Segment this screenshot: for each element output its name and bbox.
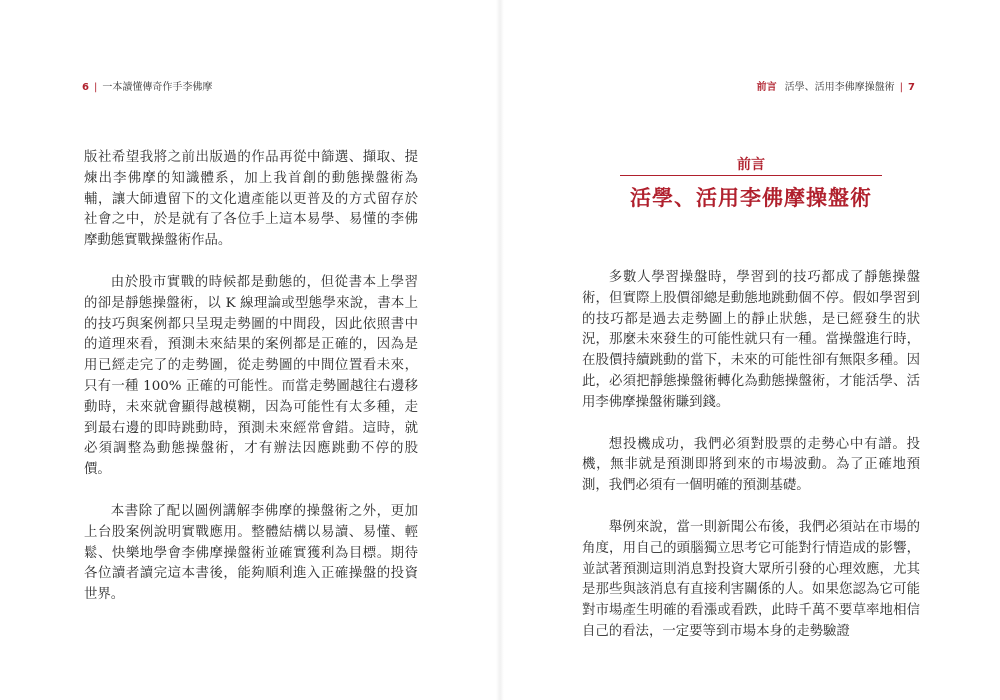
header-divider: | [93,82,98,93]
right-chapter-head: 活學、活用李佛摩操盤術 [784,82,895,93]
chapter-divider [620,175,882,176]
header-divider: | [899,82,904,93]
left-book-title: 一本讀懂傳奇作手李佛摩 [102,82,213,93]
left-page-number: 6 [82,82,89,93]
chapter-title: 活學、活用李佛摩操盤術 [630,185,872,210]
right-running-head [757,78,915,93]
chapter-label: 前言 [737,157,765,173]
right-paragraph: 想投機成功，我們必須對股票的走勢心中有譜。投機，無非就是預測即將到來的市場波動。為了正確地預測，我們必須有一個明確的預測基礎。 [582,436,920,494]
left-running-head [82,78,212,93]
left-paragraph: 由於股市實戰的時候都是動態的，但從書本上學習的卻是靜態操盤術，以 K 線理論或型態學來說，書本上的技巧與案例都只呈現走勢圖的中間段，因此依照書中的道理來看，預測未來結果的案例都是正確的，因為是用已經走完了的走勢圖，從走勢圖的中間位置看未來，只有一種 100% 正確的可能性。而當走勢圖越往右邊移動時，未來就會顯得越模糊，因為可能性有太多種，走到最右邊的即時跳動時，預測未來經常會錯。這時，就必須調整為動態操盤術，才有辦法因應跳動不停的股價。 [84,274,418,478]
left-body-text [84,148,418,627]
right-section-label: 前言 [756,82,777,93]
left-paragraph: 版社希望我將之前出版過的作品再從中篩選、擷取、提煉出李佛摩的知識體系，加上我首創的動態操盤術為輔，讓大師遺留下的文化遺產能以更普及的方式留存於社會之中，於是就有了各位手上這本易學、易懂的李佛摩動態實戰操盤術作品。 [84,150,418,249]
right-paragraph: 多數人學習操盤時，學習到的技巧都成了靜態操盤術，但實際上股價卻總是動態地跳動個不停。假如學習到的技巧都是過去走勢圖上的靜止狀態，是已經發生的狀況，那麼未來發生的可能性就只有一種。當操盤進行時，在股價持續跳動的當下，未來的可能性卻有無限多種。因此，必須把靜態操盤術轉化為動態操盤術，才能活學、活用李佛摩操盤術賺到錢。 [582,270,920,410]
right-paragraph: 舉例來說，當一則新聞公布後，我們必須站在市場的角度，用自己的頭腦獨立思考它可能對行情造成的影響，並試著預測這則消息對投資大眾所引發的心理效應，尤其是那些與該消息有直接利害關係的人。如果您認為它可能對市場產生明確的看漲或看跌，此時千萬不要草率地相信自己的看法，一定要等到市場本身的走勢驗證 [582,519,920,639]
left-paragraph: 本書除了配以圖例講解李佛摩的操盤術之外，更加上台股案例說明實戰應用。整體結構以易讀、易懂、輕鬆、快樂地學會李佛摩操盤術並確實獲利為目標。期待各位讀者讀完這本書後，能夠順利進入正確操盤的投資世界。 [84,503,418,603]
right-body-text [582,268,920,664]
right-page-number: 7 [908,82,915,93]
